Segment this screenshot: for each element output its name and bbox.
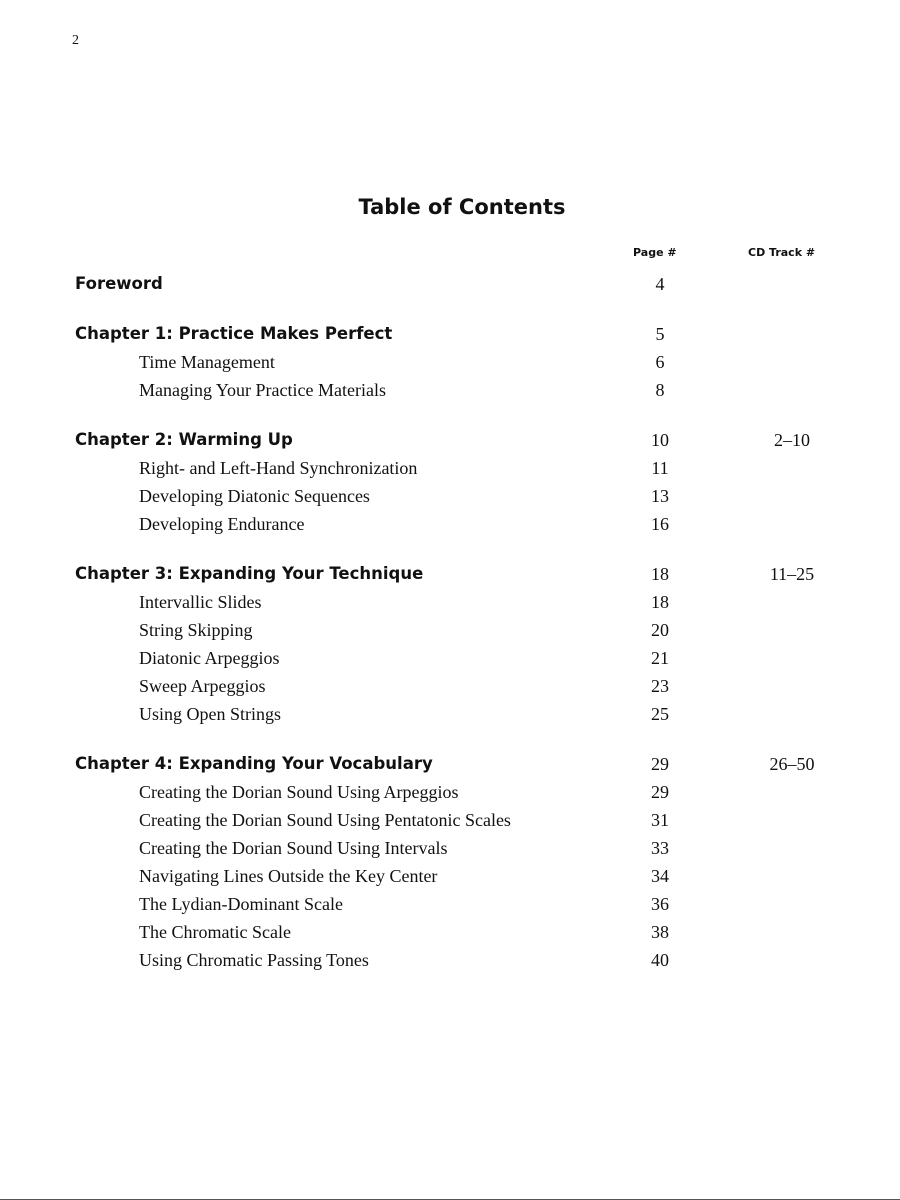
toc-entry-label: Chapter 3: Expanding Your Technique: [75, 564, 424, 583]
toc-entry-section: [0, 866, 900, 894]
toc-entry-section: [0, 380, 900, 408]
toc-entry-label: Using Open Strings: [139, 704, 282, 724]
toc-entry-page: 34: [651, 866, 669, 886]
toc-entry-track: 26–50: [769, 754, 815, 774]
toc-entry-track: 2–10: [774, 430, 810, 450]
toc-entry-label: Developing Diatonic Sequences: [139, 486, 370, 506]
toc-entry-section: [0, 620, 900, 648]
toc-entry-page: 16: [651, 514, 669, 534]
toc-entry-section: [0, 782, 900, 810]
toc-entry-label: Creating the Dorian Sound Using Arpeggios: [139, 782, 459, 802]
toc-entry-label: The Chromatic Scale: [139, 922, 291, 942]
toc-entry-page: 33: [651, 838, 669, 858]
toc-entry-section: [0, 486, 900, 514]
toc-entry-label: Diatonic Arpeggios: [139, 648, 280, 668]
toc-entry-label: Time Management: [139, 352, 275, 372]
toc-entry-section: [0, 514, 900, 542]
toc-entry-page: 4: [655, 274, 665, 294]
toc-entry-section: [0, 838, 900, 866]
toc-entry-page: 10: [651, 430, 669, 450]
toc-entry-label: Intervallic Slides: [139, 592, 262, 612]
toc-entry-page: 11: [651, 458, 669, 478]
toc-entry-page: 21: [651, 648, 669, 668]
cd-track-column-header: CD Track #: [748, 246, 816, 259]
toc-entry-section: [0, 352, 900, 380]
toc-entry-page: 13: [651, 486, 669, 506]
toc-entry-section: [0, 704, 900, 732]
toc-entry-chapter-1: [0, 324, 900, 352]
toc-entry-page: 8: [655, 380, 665, 400]
toc-entry-label: Managing Your Practice Materials: [139, 380, 386, 400]
toc-entry-chapter-2: [0, 430, 900, 458]
toc-entry-label: The Lydian-Dominant Scale: [139, 894, 343, 914]
toc-entry-label: Navigating Lines Outside the Key Center: [139, 866, 438, 886]
toc-entry-label: Chapter 1: Practice Makes Perfect: [75, 324, 393, 343]
toc-entry-chapter-3: [0, 564, 900, 592]
toc-entry-page: 18: [651, 592, 669, 612]
toc-entry-page: 31: [651, 810, 669, 830]
toc-entry-page: 25: [651, 704, 669, 724]
toc-entry-page: 18: [651, 564, 669, 584]
toc-entry-label: Foreword: [75, 274, 163, 293]
toc-entry-label: Creating the Dorian Sound Using Pentatonic Scales: [139, 810, 511, 830]
toc-entry-page: 29: [651, 782, 669, 802]
toc-entry-track: 11–25: [769, 564, 815, 584]
toc-entry-page: 23: [651, 676, 669, 696]
toc-entry-section: [0, 922, 900, 950]
toc-entry-section: [0, 676, 900, 704]
toc-entry-page: 36: [651, 894, 669, 914]
page-column-header: Page #: [633, 246, 677, 259]
toc-entry-label: Sweep Arpeggios: [139, 676, 266, 696]
toc-entry-section: [0, 592, 900, 620]
toc-entry-label: Using Chromatic Passing Tones: [139, 950, 369, 970]
toc-entry-label: Chapter 2: Warming Up: [75, 430, 293, 449]
toc-entry-section: [0, 458, 900, 486]
toc-entry-label: Right- and Left-Hand Synchronization: [139, 458, 418, 478]
toc-entry-chapter-4: [0, 754, 900, 782]
toc-entry-page: 5: [655, 324, 665, 344]
toc-entry-section: [0, 648, 900, 676]
toc-entry-page: 40: [651, 950, 669, 970]
toc-entry-page: 29: [651, 754, 669, 774]
toc-entry-section: [0, 950, 900, 978]
toc-entry-label: String Skipping: [139, 620, 253, 640]
toc-entry-section: [0, 894, 900, 922]
toc-entry-page: 38: [651, 922, 669, 942]
toc-entry-label: Developing Endurance: [139, 514, 305, 534]
toc-entry-section: [0, 810, 900, 838]
toc-entry-label: Chapter 4: Expanding Your Vocabulary: [75, 754, 433, 773]
page-number: 2: [72, 33, 79, 48]
page-title: Table of Contents: [358, 195, 566, 219]
toc-entry-page: 6: [655, 352, 665, 372]
toc-entry-page: 20: [651, 620, 669, 640]
toc-entry-foreword: [0, 274, 900, 302]
toc-entry-label: Creating the Dorian Sound Using Intervals: [139, 838, 448, 858]
